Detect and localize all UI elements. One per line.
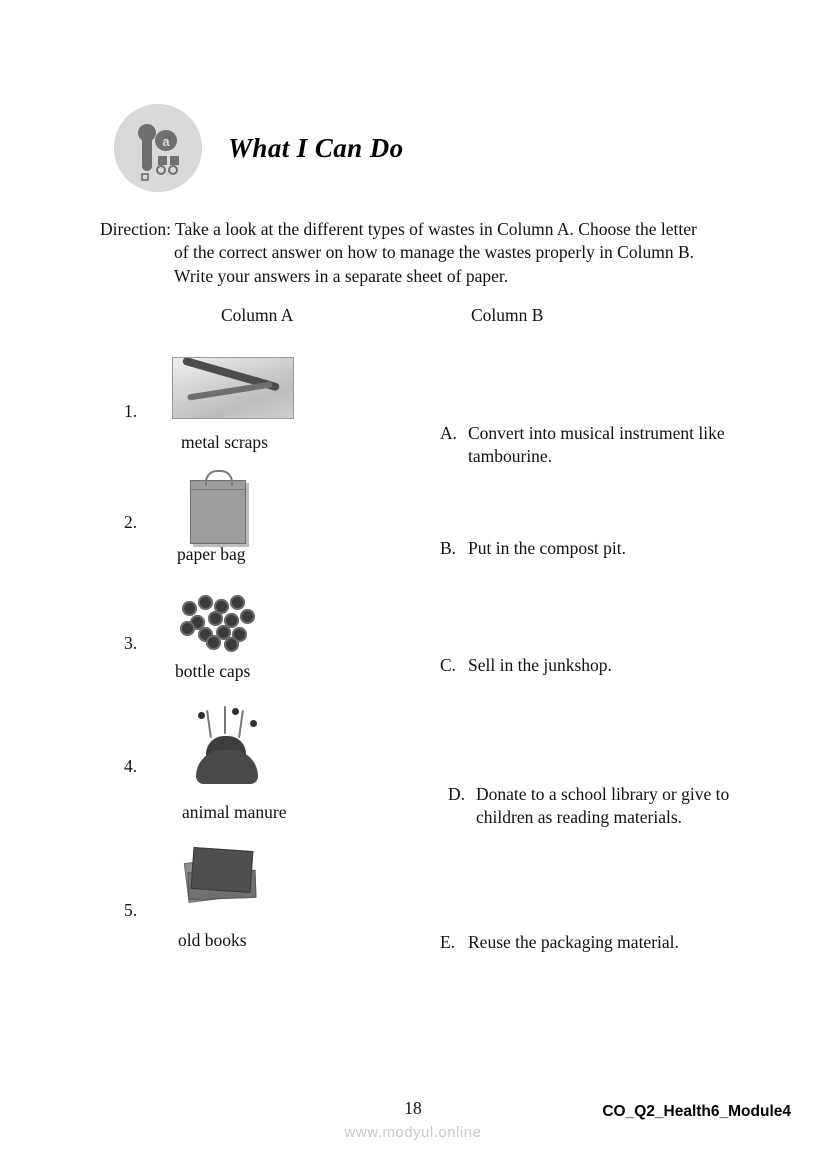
- item-number-3: 3.: [124, 633, 138, 653]
- option-letter-c: C.: [440, 655, 457, 675]
- direction-line-1: Direction: Take a look at the different types of wastes in Column A. Choose the letter: [100, 219, 697, 239]
- item-number-5: 5.: [124, 900, 138, 920]
- svg-text:a: a: [162, 134, 170, 149]
- item-number-1: 1.: [124, 401, 138, 421]
- column-b-header: Column B: [471, 305, 544, 325]
- list-item: [110, 586, 410, 696]
- list-item: [448, 783, 758, 829]
- watermark: www.modyul.online: [344, 1124, 482, 1141]
- list-item: [110, 468, 410, 578]
- paper-bag-image: [190, 480, 246, 544]
- metal-scraps-image: [172, 357, 294, 419]
- column-a-header: Column A: [221, 305, 294, 325]
- option-text-a: Convert into musical instrument like tambourine.: [468, 423, 725, 466]
- section-header: [114, 104, 404, 192]
- list-item: [440, 537, 768, 560]
- option-letter-d: D.: [448, 784, 466, 804]
- item-caption-5: old books: [178, 930, 247, 950]
- item-caption-4: animal manure: [182, 802, 287, 822]
- list-item: [440, 654, 768, 677]
- option-text-e: Reuse the packaging material.: [468, 932, 679, 952]
- option-text-c: Sell in the junkshop.: [468, 655, 612, 675]
- direction-line-2: of the correct answer on how to manage the wastes properly in Column B.: [174, 242, 695, 263]
- bottle-caps-image: [180, 591, 256, 651]
- module-code: CO_Q2_Health6_Module4: [602, 1103, 791, 1120]
- animal-manure-image: [192, 706, 262, 784]
- item-caption-3: bottle caps: [175, 661, 251, 681]
- item-caption-1: metal scraps: [181, 432, 268, 452]
- option-letter-b: B.: [440, 538, 457, 558]
- option-letter-e: E.: [440, 932, 456, 952]
- list-item: [440, 422, 768, 468]
- wrench-tools-badge-icon: [114, 104, 202, 192]
- page-title: What I Can Do: [228, 132, 404, 163]
- old-books-image: [186, 845, 258, 907]
- option-text-d: Donate to a school library or give to children as reading materials.: [476, 784, 730, 827]
- item-caption-2: paper bag: [177, 544, 246, 564]
- page-number: 18: [404, 1098, 422, 1118]
- list-item: [110, 840, 410, 960]
- list-item: [110, 706, 410, 826]
- option-text-b: Put in the compost pit.: [468, 538, 626, 558]
- item-number-2: 2.: [124, 512, 138, 532]
- direction-text: [100, 218, 740, 288]
- direction-line-3: Write your answers in a separate sheet of paper.: [174, 265, 509, 286]
- item-number-4: 4.: [124, 756, 138, 776]
- option-letter-a: A.: [440, 423, 458, 443]
- list-item: [440, 931, 768, 954]
- list-item: [110, 352, 410, 462]
